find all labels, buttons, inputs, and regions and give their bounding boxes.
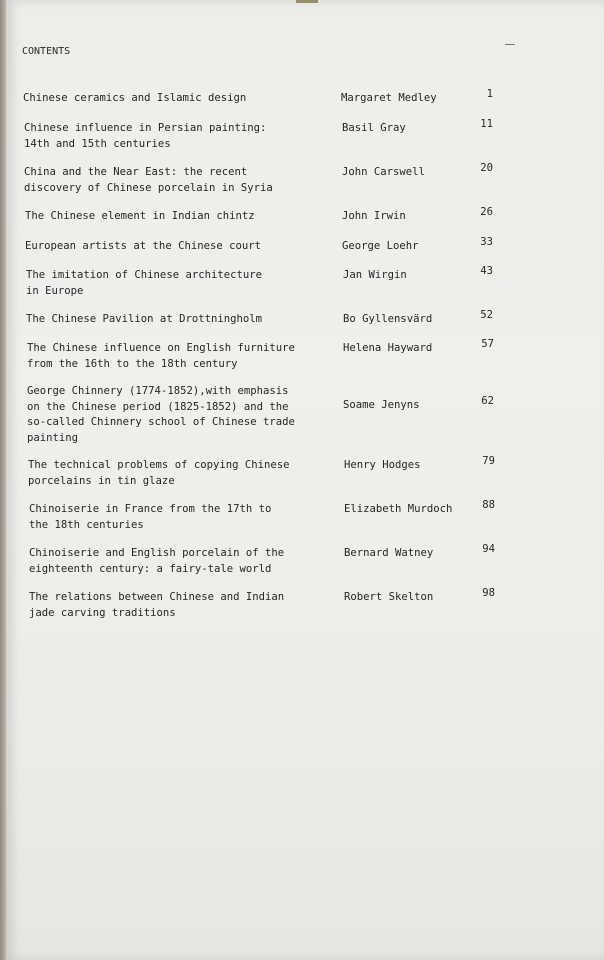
- toc-entry-author: John Carswell: [342, 166, 425, 178]
- toc-entry-title: Chinese ceramics and Islamic design: [23, 92, 247, 104]
- toc-entry-page: 52: [480, 309, 493, 321]
- toc-entry-page: 62: [481, 395, 494, 407]
- toc-entry-page: 88: [482, 499, 495, 511]
- toc-entry-page: 26: [480, 206, 493, 218]
- toc-entry-author: Robert Skelton: [344, 591, 434, 603]
- toc-entry-title: The relations between Chinese and Indian jade carving traditions: [29, 591, 285, 619]
- toc-entry-author: George Loehr: [342, 240, 419, 252]
- toc-entry-title: China and the Near East: the recent discovery of Chinese porcelain in Syria: [24, 166, 273, 194]
- contents-heading: CONTENTS: [22, 46, 71, 57]
- toc-entry-author: Henry Hodges: [344, 459, 421, 471]
- toc-entry-author: Bo Gyllensvärd: [343, 313, 433, 325]
- toc-entry-title: Chinese influence in Persian painting: 14th and 15th centuries: [24, 122, 267, 150]
- toc-entry-author: Soame Jenyns: [343, 399, 420, 411]
- toc-entry-author: Basil Gray: [342, 122, 406, 134]
- toc-entry-page: 33: [480, 236, 493, 248]
- toc-entry-title: The imitation of Chinese architecture in Europe: [26, 269, 262, 297]
- page-mark: [505, 44, 515, 45]
- toc-entry-author: Bernard Watney: [344, 547, 434, 559]
- toc-entry-title: George Chinnery (1774-1852),with emphasis on the Chinese period (1825-1852) and the so-called Chinnery school of Chinese trade painting: [27, 385, 295, 444]
- page-edge-tab: [296, 0, 318, 3]
- toc-entry-page: 94: [482, 543, 495, 555]
- toc-entry-page: 43: [480, 265, 493, 277]
- toc-entry-author: Elizabeth Murdoch: [344, 503, 453, 515]
- toc-entry-page: 1: [486, 88, 493, 100]
- toc-entry-author: Jan Wirgin: [343, 269, 407, 281]
- toc-entry-title: The Chinese Pavilion at Drottningholm: [26, 313, 262, 325]
- toc-entry-page: 79: [482, 455, 495, 467]
- toc-entry-author: Helena Hayward: [343, 342, 433, 354]
- toc-entry-page: 98: [482, 587, 495, 599]
- toc-entry-page: 20: [480, 162, 493, 174]
- toc-entry-page: 57: [481, 338, 494, 350]
- toc-entry-title: The Chinese element in Indian chintz: [25, 210, 255, 222]
- toc-entry-title: The technical problems of copying Chinese porcelains in tin glaze: [28, 459, 290, 487]
- toc-entry-title: Chinoiserie in France from the 17th to the 18th centuries: [29, 503, 272, 531]
- toc-entry-title: Chinoiserie and English porcelain of the eighteenth century: a fairy-tale world: [29, 547, 285, 575]
- toc-entry-page: 11: [480, 118, 493, 130]
- toc-entry-author: John Irwin: [342, 210, 406, 222]
- toc-entry-title: European artists at the Chinese court: [25, 240, 261, 252]
- toc-entry-author: Margaret Medley: [341, 92, 437, 104]
- toc-entry-title: The Chinese influence on English furniture from the 16th to the 18th century: [27, 342, 295, 370]
